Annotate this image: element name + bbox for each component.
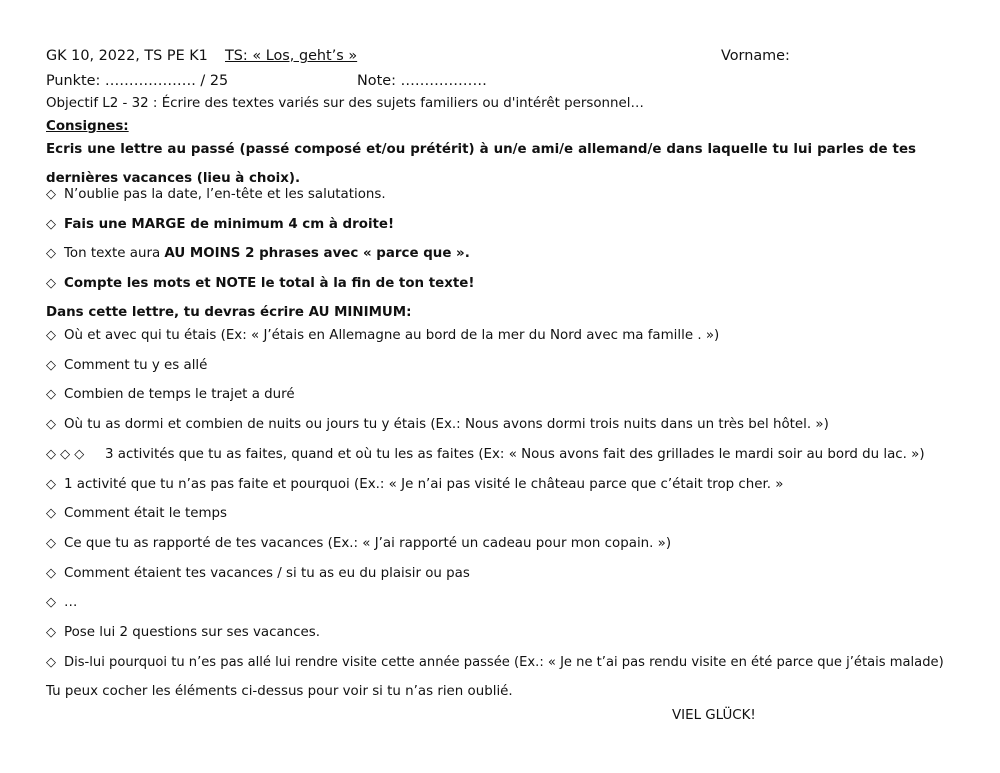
list-item	[46, 594, 77, 612]
list-item	[46, 446, 925, 464]
list-item-text: 3 activités que tu as faites, quand et où tu les as faites (Ex: « Nous avons fait des grillades le mardi soir au bord du lac. »)	[105, 447, 925, 462]
diamond-icon: ◇ ◇ ◇	[46, 447, 85, 462]
list-item-text: Comment étaient tes vacances / si tu as eu du plaisir ou pas	[64, 566, 470, 581]
list-item	[46, 386, 295, 404]
objective-text: Objectif L2 - 32 : Écrire des textes variés sur des sujets familiers ou d'intérêt personnel…	[46, 96, 644, 111]
rule-item	[46, 186, 386, 204]
list-item	[46, 416, 829, 434]
rule-text: N’oublie pas la date, l’en-tête et les salutations.	[64, 187, 386, 202]
diamond-icon: ◇	[46, 655, 56, 670]
list-item	[46, 476, 784, 494]
list-item	[46, 565, 470, 583]
diamond-icon: ◇	[46, 246, 56, 261]
diamond-icon: ◇	[46, 595, 56, 610]
task-paragraph: Ecris une lettre au passé (passé composé et/ou prétérit) à un/e ami/e allemand/e dans laquelle tu lui parles de tes dernières vacances (lieu à choix).	[46, 142, 916, 186]
list-item-text: Où et avec qui tu étais (Ex: « J’étais en Allemagne au bord de la mer du Nord avec ma famille . »)	[64, 328, 720, 343]
list-item-text: Combien de temps le trajet a duré	[64, 387, 295, 402]
list-item	[46, 654, 944, 672]
firstname-label: Vorname:	[721, 48, 790, 64]
diamond-icon: ◇	[46, 477, 56, 492]
diamond-icon: ◇	[46, 328, 56, 343]
list-item	[46, 327, 719, 345]
rule-item	[46, 216, 394, 234]
diamond-icon: ◇	[46, 417, 56, 432]
list-item	[46, 624, 320, 642]
list-item-text: 1 activité que tu n’as pas faite et pourquoi (Ex.: « Je n’ai pas visité le château parce que c’était trop cher. »	[64, 477, 784, 492]
list-item-text: Où tu as dormi et combien de nuits ou jours tu y étais (Ex.: Nous avons dormi trois nuits dans un très bel hôtel. »)	[64, 417, 829, 432]
list-item-text: Dis-lui pourquoi tu n’es pas allé lui rendre visite cette année passée (Ex.: « Je ne t’ai pas rendu visite en été parce que j’étais malade)	[64, 655, 944, 670]
list-item-text: Comment était le temps	[64, 506, 228, 521]
list-item-text: Comment tu y es allé	[64, 358, 208, 373]
list-item-text: Ce que tu as rapporté de tes vacances (Ex.: « J’ai rapporté un cadeau pour mon copain. »)	[64, 536, 672, 551]
rule-text: Ton texte aura	[64, 246, 165, 261]
grade-label: Note: ………………	[357, 73, 487, 89]
diamond-icon: ◇	[46, 276, 56, 291]
points-label: Punkte: ………………. / 25	[46, 73, 229, 89]
rule-text-emphasis: Fais une MARGE de minimum 4 cm à droite!	[64, 217, 395, 232]
instructions-heading: Consignes:	[46, 119, 129, 134]
topic-title: TS: « Los, geht’s »	[225, 48, 358, 64]
signoff-text: VIEL GLÜCK!	[672, 708, 756, 723]
rule-item	[46, 275, 474, 293]
list-item	[46, 357, 207, 375]
rule-text-emphasis: Compte les mots et NOTE le total à la fin de ton texte!	[64, 276, 475, 291]
diamond-icon: ◇	[46, 566, 56, 581]
list-item-text: Pose lui 2 questions sur ses vacances.	[64, 625, 320, 640]
diamond-icon: ◇	[46, 506, 56, 521]
rule-text-emphasis: AU MOINS 2 phrases avec « parce que ».	[164, 246, 470, 261]
diamond-icon: ◇	[46, 187, 56, 202]
list-item	[46, 505, 227, 523]
rule-item	[46, 245, 470, 263]
diamond-icon: ◇	[46, 536, 56, 551]
diamond-icon: ◇	[46, 387, 56, 402]
diamond-icon: ◇	[46, 625, 56, 640]
minimum-heading: Dans cette lettre, tu devras écrire AU MINIMUM:	[46, 305, 412, 320]
closing-note: Tu peux cocher les éléments ci-dessus pour voir si tu n’as rien oublié.	[46, 684, 513, 699]
list-item	[46, 535, 671, 553]
list-item-text: …	[64, 595, 78, 610]
diamond-icon: ◇	[46, 217, 56, 232]
diamond-icon: ◇	[46, 358, 56, 373]
course-label: GK 10, 2022, TS PE K1	[46, 48, 208, 64]
